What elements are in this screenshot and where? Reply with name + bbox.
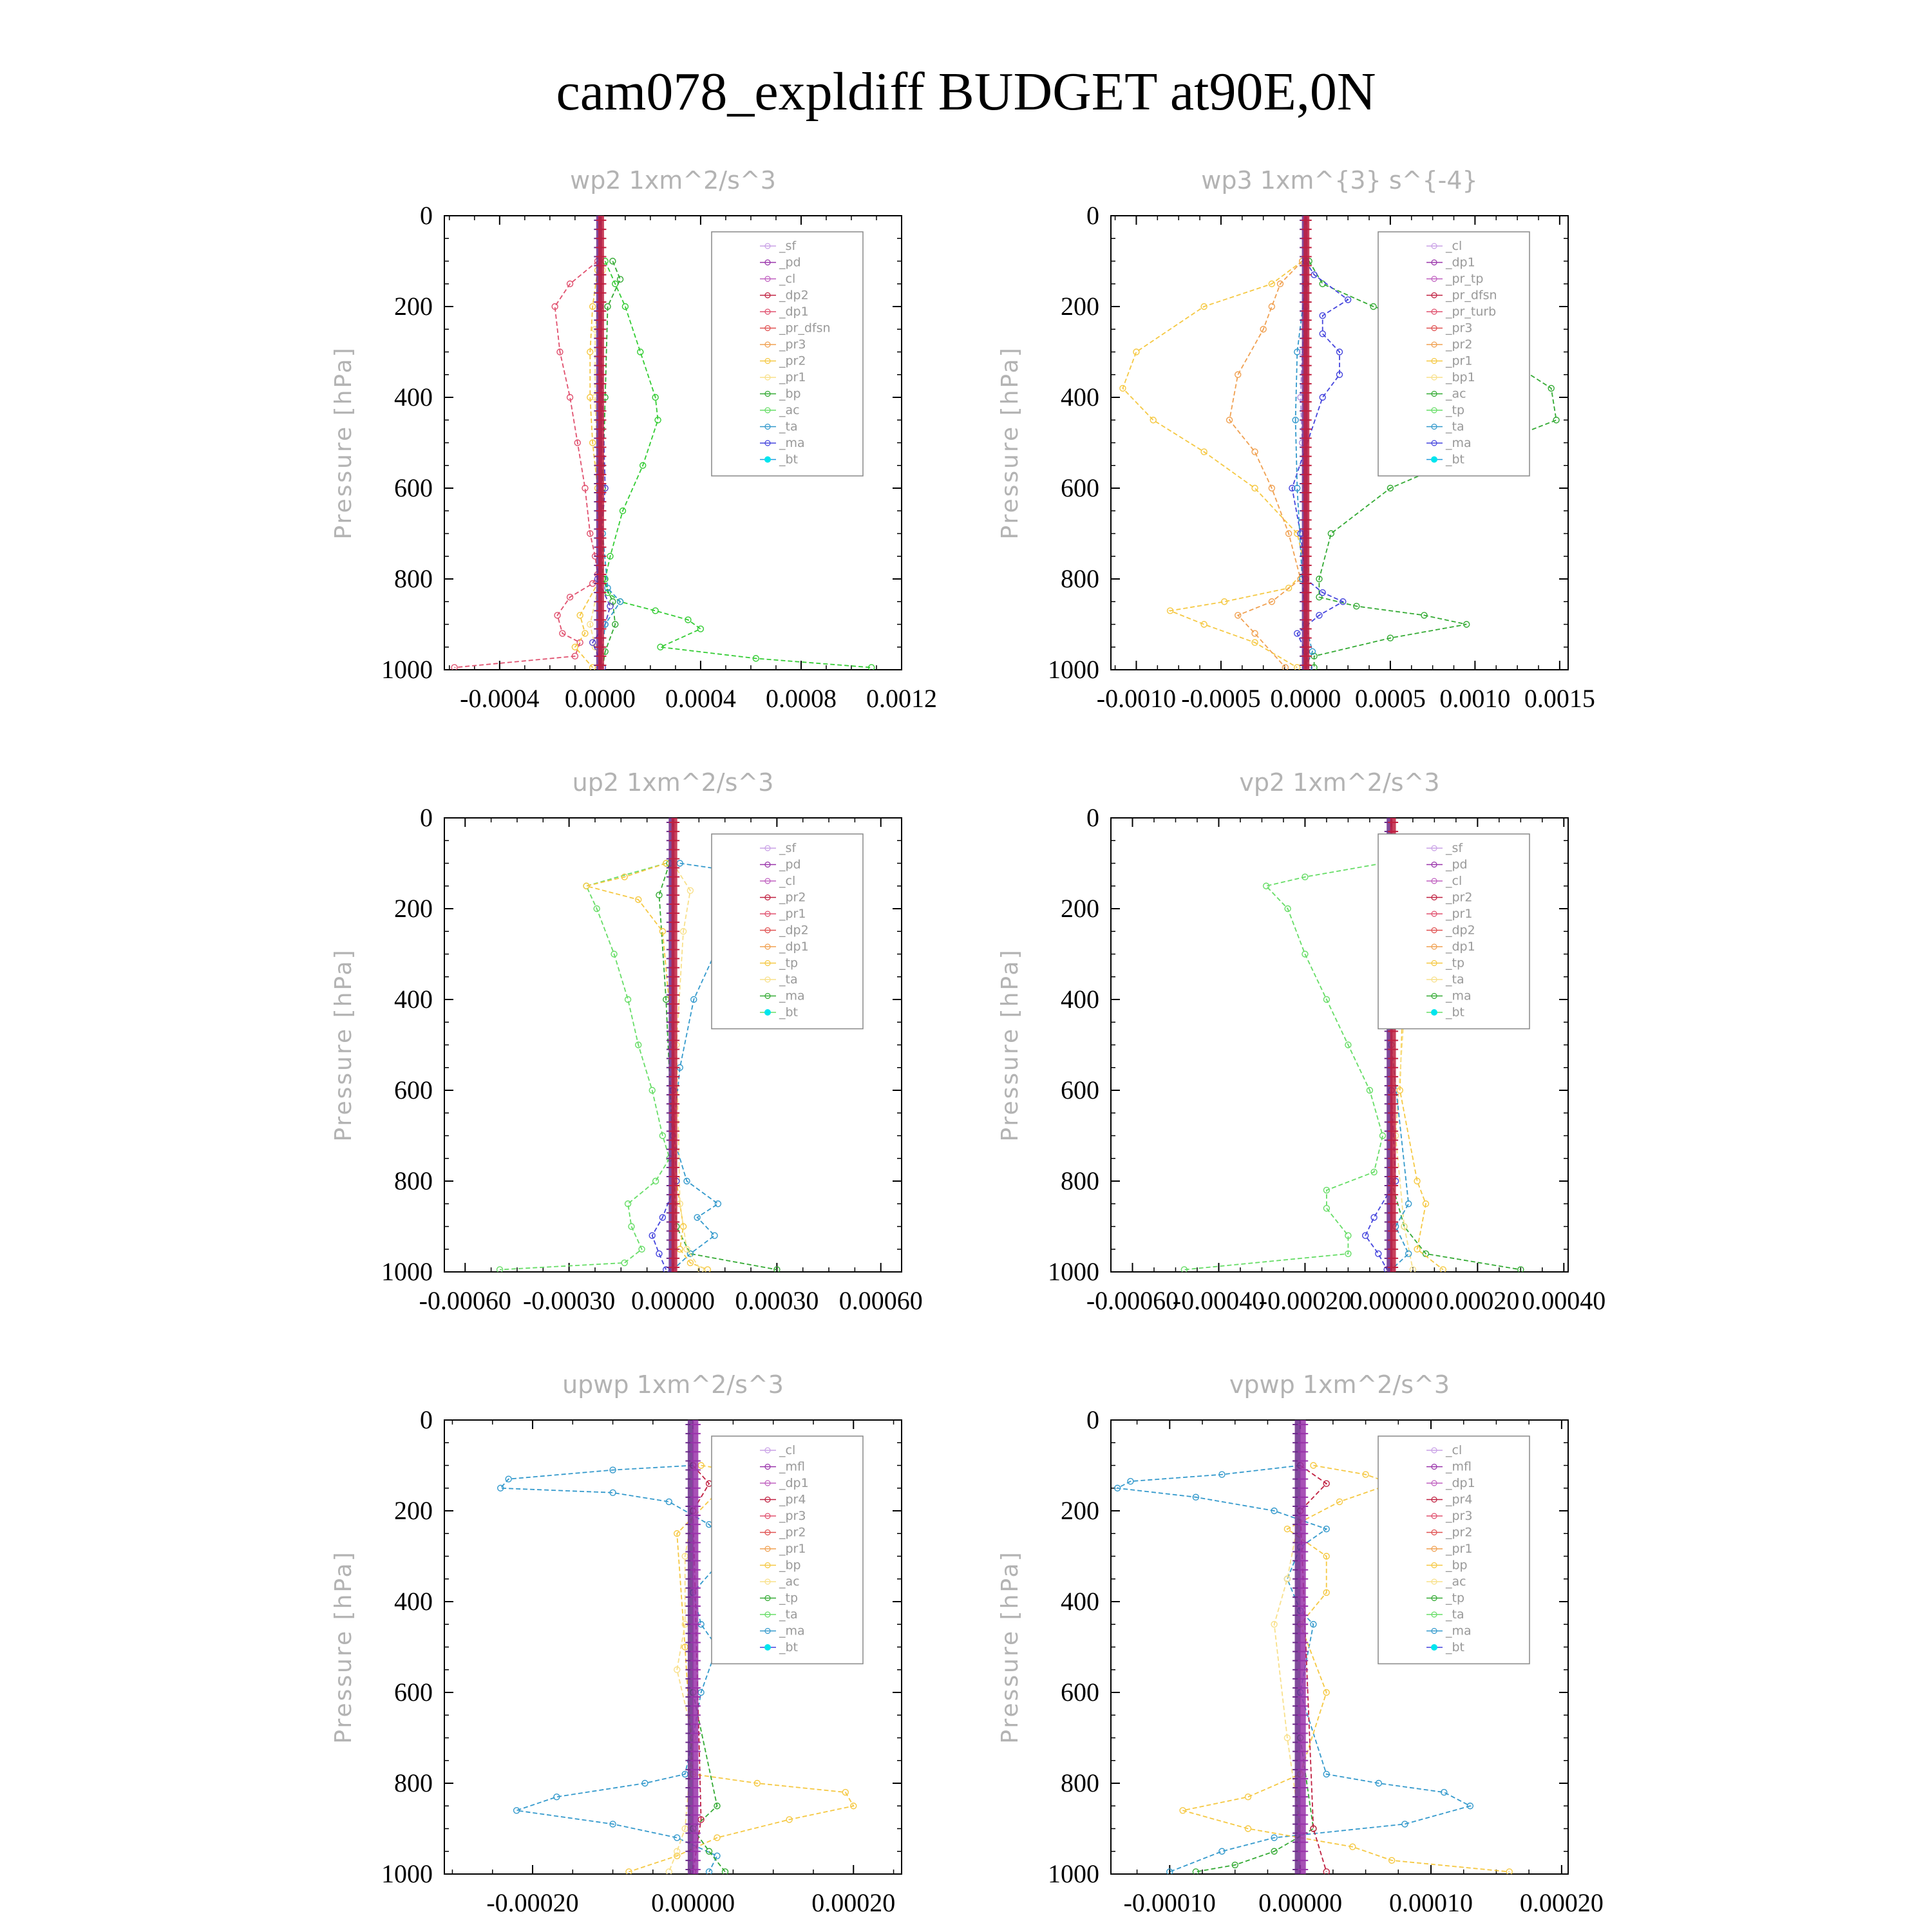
y-tick-label: 800 <box>394 1768 433 1797</box>
legend-entry: _ma <box>1446 436 1472 450</box>
data-point <box>1252 449 1258 455</box>
series-line-pr1 <box>1122 261 1305 668</box>
legend-entry: _ma <box>1446 989 1472 1003</box>
legend-entry: _bp1 <box>1446 370 1475 384</box>
panel-title: upwp 1xm^2/s^3 <box>562 1370 784 1399</box>
y-tick-label: 0 <box>420 1405 433 1434</box>
legend-entry: _pr1 <box>1446 1542 1473 1556</box>
legend <box>1378 834 1530 1029</box>
legend-entry: _cl <box>779 272 796 286</box>
data-point <box>1553 417 1559 423</box>
legend-entry: _cl <box>779 1443 796 1457</box>
legend-entry: _cl <box>1446 874 1463 888</box>
legend-entry: _tp <box>1446 956 1465 971</box>
data-point <box>1235 372 1241 377</box>
data-point <box>714 1853 720 1859</box>
legend-entry: _dp1 <box>1446 1476 1475 1490</box>
legend-entry: _pr_dfsn <box>779 321 831 336</box>
y-tick-label: 800 <box>394 1166 433 1195</box>
y-tick-label: 200 <box>394 292 433 321</box>
data-point <box>653 1179 659 1184</box>
data-point <box>715 1201 721 1207</box>
x-tick-label: 0.0000 <box>1270 684 1341 713</box>
y-tick-label: 600 <box>1061 1075 1099 1104</box>
x-tick-label: -0.00060 <box>419 1286 511 1315</box>
y-tick-label: 600 <box>394 1075 433 1104</box>
data-point <box>514 1808 520 1814</box>
data-point <box>1252 630 1258 636</box>
legend-entry: _tp <box>779 956 799 971</box>
legend-entry: _sf <box>779 239 797 253</box>
y-tick-label: 0 <box>420 201 433 230</box>
y-tick-label: 1000 <box>1048 1257 1099 1286</box>
data-point <box>1150 417 1156 423</box>
y-tick-label: 200 <box>1061 292 1099 321</box>
series-line-dp1 <box>1184 864 1383 1270</box>
legend-entry: _ta <box>1446 972 1464 987</box>
y-tick-label: 0 <box>420 803 433 832</box>
x-tick-label: 0.0005 <box>1354 684 1426 713</box>
legend-entry: _mfl <box>779 1459 805 1474</box>
legend-entry: _dp2 <box>779 288 809 303</box>
legend-entry: _bt <box>1446 1640 1465 1654</box>
legend-entry: _pr3 <box>1446 321 1473 336</box>
panel-3 <box>330 768 923 1315</box>
legend-entry: _pr1 <box>1446 354 1473 368</box>
figure-title: cam078_expldiff BUDGET at90E,0N <box>556 62 1376 122</box>
legend-entry: _pr2 <box>779 354 806 368</box>
y-tick-label: 800 <box>1061 564 1099 593</box>
data-point <box>1269 304 1274 310</box>
y-tick-label: 1000 <box>381 655 433 684</box>
panel-title: vpwp 1xm^2/s^3 <box>1229 1370 1450 1399</box>
legend-entry: _tp <box>1446 1591 1465 1605</box>
legend-entry: _pr_dfsn <box>1446 288 1497 303</box>
x-tick-label: -0.00030 <box>522 1286 616 1315</box>
x-tick-label: 0.00020 <box>811 1888 896 1917</box>
data-point <box>610 258 616 264</box>
x-tick-label: -0.0004 <box>460 684 540 713</box>
data-point <box>1406 1201 1412 1207</box>
data-point <box>1133 349 1139 355</box>
legend-entry: _pd <box>779 857 801 872</box>
series-line-dp1 <box>500 864 670 1270</box>
legend-entry: _cl <box>779 874 796 888</box>
y-tick-label: 0 <box>1086 1405 1099 1434</box>
x-tick-label: 0.00000 <box>1258 1888 1343 1917</box>
data-point <box>638 349 643 355</box>
x-tick-label: 0.0010 <box>1439 684 1511 713</box>
data-point <box>1320 331 1325 337</box>
legend-entry: _ac <box>1446 386 1466 401</box>
series-line-pr2 <box>587 864 708 1270</box>
legend-entry: _ma <box>779 436 805 450</box>
legend-entry: _bt <box>1446 1005 1465 1019</box>
legend-entry: _ma <box>1446 1624 1472 1638</box>
x-tick-label: 0.0004 <box>665 684 736 713</box>
data-point <box>1406 1251 1412 1256</box>
legend-entry: _pr2 <box>1446 337 1473 352</box>
data-point <box>1376 1251 1381 1256</box>
x-tick-label: 0.0008 <box>765 684 837 713</box>
legend-entry: _pr4 <box>779 1492 806 1507</box>
legend-entry: _ta <box>779 419 798 434</box>
legend-entry: _sf <box>779 841 797 855</box>
legend-entry: _ma <box>779 1624 805 1638</box>
legend-entry: _ta <box>779 972 798 987</box>
data-point <box>1201 621 1207 627</box>
legend-entry: _bp <box>779 1558 801 1573</box>
legend-entry: _tp <box>779 1591 799 1605</box>
legend-marker <box>764 1644 771 1651</box>
y-tick-label: 1000 <box>381 1859 433 1888</box>
legend-entry: _pr2 <box>779 890 806 905</box>
legend-marker <box>1431 1009 1437 1016</box>
panel-2 <box>997 166 1595 713</box>
y-tick-label: 400 <box>1061 383 1099 412</box>
legend <box>712 834 863 1029</box>
legend <box>712 1436 863 1664</box>
legend-entry: _dp2 <box>779 923 809 938</box>
panel-1 <box>330 166 937 713</box>
y-tick-label: 200 <box>394 1496 433 1525</box>
panel-title: vp2 1xm^2/s^3 <box>1239 768 1440 797</box>
panel-title: wp2 1xm^2/s^3 <box>570 166 776 194</box>
y-tick-label: 200 <box>394 894 433 923</box>
legend <box>1378 1436 1530 1664</box>
x-tick-label: -0.0005 <box>1181 684 1261 713</box>
legend-entry: _ta <box>1446 419 1464 434</box>
legend-entry: _bt <box>1446 452 1465 467</box>
legend-entry: _bp <box>1446 1558 1468 1573</box>
legend-entry: _ta <box>1446 1607 1464 1622</box>
data-point <box>1252 486 1258 491</box>
legend-entry: _bt <box>779 1005 799 1019</box>
y-tick-label: 800 <box>394 564 433 593</box>
y-axis-label: Pressure [hPa] <box>330 1550 357 1744</box>
legend-entry: _cl <box>1446 239 1463 253</box>
data-point <box>1323 1206 1329 1211</box>
panel-5 <box>330 1370 902 1917</box>
legend-entry: _pd <box>779 255 801 270</box>
y-tick-label: 600 <box>1061 473 1099 502</box>
legend-entry: _pr2 <box>1446 890 1473 905</box>
legend-marker <box>764 457 771 463</box>
legend-entry: _pr1 <box>779 1542 806 1556</box>
legend-entry: _ac <box>1446 1575 1466 1589</box>
x-tick-label: 0.00000 <box>1349 1286 1434 1315</box>
panel-title: wp3 1xm^{3} s^{-4} <box>1201 166 1478 194</box>
x-tick-label: 0.00020 <box>1519 1888 1604 1917</box>
y-axis-label: Pressure [hPa] <box>997 1550 1023 1744</box>
legend-entry: _pr2 <box>1446 1525 1473 1540</box>
legend-entry: _sf <box>1446 841 1463 855</box>
legend-entry: _pr1 <box>1446 907 1473 921</box>
legend-entry: _bt <box>779 1640 799 1654</box>
legend-entry: _bt <box>779 452 799 467</box>
y-tick-label: 800 <box>1061 1166 1099 1195</box>
legend-entry: _dp1 <box>1446 255 1475 270</box>
y-axis-label: Pressure [hPa] <box>330 346 357 540</box>
y-tick-label: 400 <box>394 383 433 412</box>
y-tick-label: 400 <box>1061 1587 1099 1616</box>
x-tick-label: 0.00030 <box>735 1286 819 1315</box>
y-tick-label: 400 <box>1061 985 1099 1014</box>
legend-marker <box>1431 1644 1437 1651</box>
y-tick-label: 1000 <box>381 1257 433 1286</box>
data-point <box>618 276 623 282</box>
series-line-pr2 <box>1229 261 1302 668</box>
y-tick-label: 0 <box>1086 803 1099 832</box>
legend-entry: _cl <box>1446 1443 1463 1457</box>
y-tick-label: 600 <box>394 1678 433 1707</box>
data-point <box>1320 395 1325 401</box>
data-point <box>712 1233 717 1238</box>
legend-entry: _pr3 <box>779 1509 806 1523</box>
y-tick-label: 400 <box>394 985 433 1014</box>
y-tick-label: 600 <box>1061 1678 1099 1707</box>
x-tick-label: -0.00060 <box>1086 1286 1179 1315</box>
data-point <box>697 626 703 632</box>
legend-entry: _pr3 <box>779 337 806 352</box>
y-axis-label: Pressure [hPa] <box>997 346 1023 540</box>
legend-entry: _dp2 <box>1446 923 1475 938</box>
panel-title: up2 1xm^2/s^3 <box>572 768 774 797</box>
y-tick-label: 0 <box>1086 201 1099 230</box>
y-tick-label: 1000 <box>1048 1859 1099 1888</box>
y-tick-label: 1000 <box>1048 655 1099 684</box>
legend-entry: _pr_turb <box>1446 305 1497 319</box>
series-line-dp1 <box>455 261 598 668</box>
legend-entry: _dp1 <box>779 1476 809 1490</box>
y-tick-label: 800 <box>1061 1768 1099 1797</box>
legend-entry: _pd <box>1446 857 1468 872</box>
x-tick-label: 0.0012 <box>866 684 937 713</box>
legend-entry: _pr4 <box>1446 1492 1473 1507</box>
legend-entry: _mfl <box>1446 1459 1472 1474</box>
legend-entry: _dp1 <box>1446 940 1475 954</box>
x-tick-label: -0.00020 <box>486 1888 579 1917</box>
legend-marker <box>764 1009 771 1016</box>
panels <box>330 166 1605 1917</box>
x-tick-label: -0.00010 <box>1123 1888 1216 1917</box>
x-tick-label: 0.0015 <box>1524 684 1595 713</box>
data-point <box>621 1260 627 1265</box>
legend-marker <box>1431 457 1437 463</box>
y-tick-label: 200 <box>1061 1496 1099 1525</box>
legend <box>1378 232 1530 476</box>
panel-6 <box>997 1370 1604 1917</box>
legend-entry: _dp1 <box>779 940 809 954</box>
legend-entry: _pr3 <box>1446 1509 1473 1523</box>
x-tick-label: 0.0000 <box>564 684 636 713</box>
x-tick-label: 0.00040 <box>1522 1286 1606 1315</box>
panel-4 <box>997 768 1605 1315</box>
legend-entry: _ac <box>779 1575 800 1589</box>
y-tick-label: 400 <box>394 1587 433 1616</box>
x-tick-label: -0.00020 <box>1258 1286 1352 1315</box>
x-tick-label: 0.00000 <box>651 1888 735 1917</box>
y-axis-label: Pressure [hPa] <box>997 948 1023 1142</box>
y-tick-label: 600 <box>394 473 433 502</box>
legend-entry: _bp <box>779 386 801 401</box>
x-tick-label: 0.00000 <box>631 1286 715 1315</box>
legend-entry: _tp <box>1446 403 1465 417</box>
x-tick-label: -0.0010 <box>1096 684 1177 713</box>
y-tick-label: 200 <box>1061 894 1099 923</box>
legend-entry: _pr1 <box>779 907 806 921</box>
legend-entry: _ta <box>779 1607 798 1622</box>
legend-entry: _pr1 <box>779 370 806 384</box>
legend-entry: _pr_tp <box>1446 272 1484 286</box>
legend <box>712 232 863 476</box>
legend-entry: _dp1 <box>779 305 809 319</box>
legend-entry: _pr2 <box>779 1525 806 1540</box>
data-point <box>1371 1215 1377 1220</box>
x-tick-label: 0.00020 <box>1435 1286 1520 1315</box>
y-axis-label: Pressure [hPa] <box>330 948 357 1142</box>
x-tick-label: -0.00040 <box>1172 1286 1265 1315</box>
x-tick-label: 0.00010 <box>1389 1888 1473 1917</box>
x-tick-label: 0.00060 <box>838 1286 923 1315</box>
legend-entry: _ac <box>779 403 800 417</box>
legend-entry: _ma <box>779 989 805 1003</box>
